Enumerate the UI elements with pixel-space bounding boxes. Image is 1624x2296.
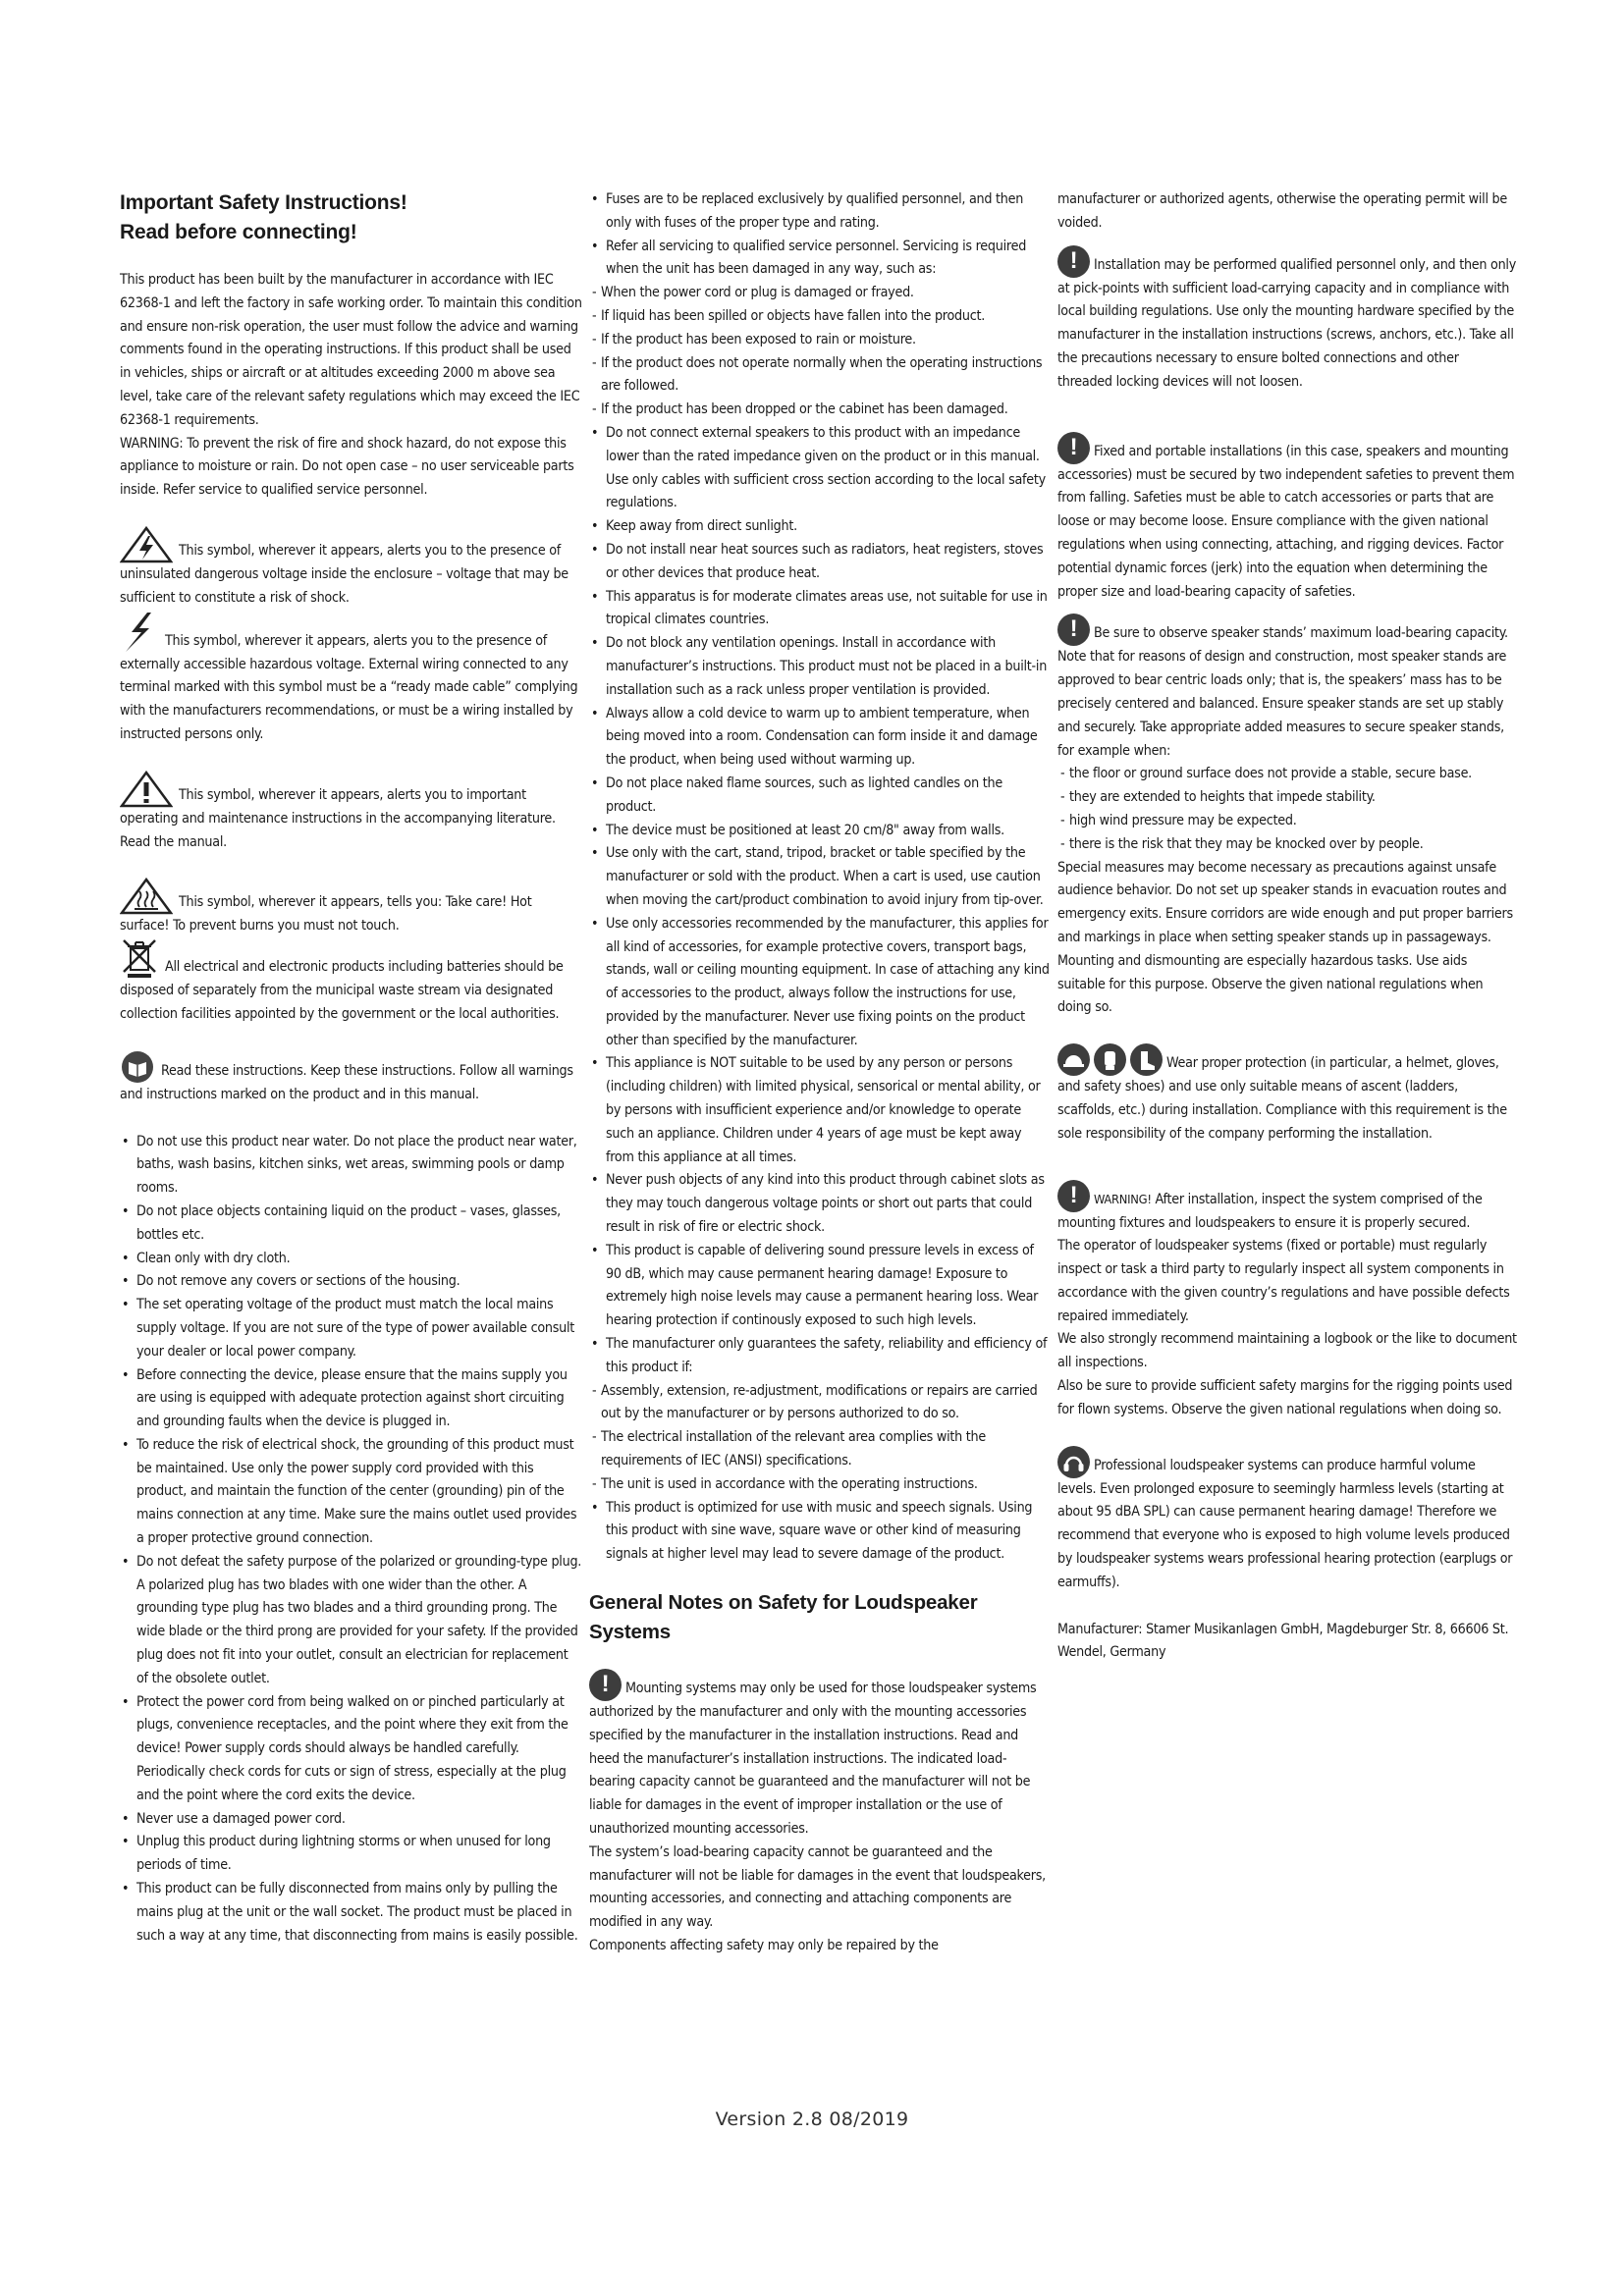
list-item: • Use only with the cart, stand, tripod, bracket or table specified by the manufacturer or sold with the product. When a cart is used, use caution when moving the cart/product combination to avoid injury from tip-over. <box>589 842 1051 912</box>
terminal-symbol-note: This symbol, wherever it appears, alerts you to the presence of externally accessible hazardous voltage. External wiring connected to any terminal marked with this symbol must be a “ready made cable” complying with the manufacturers recommendations, or must be a wiring installed by instructed persons only. <box>120 611 583 747</box>
safety-bullet-list <box>120 1131 583 1949</box>
hearing-note: Professional loudspeaker systems can produce harmful volume levels. Even prolonged exposure to seemingly harmless levels (starting at about 95 dBA SPL) can cause permanent hearing damage! Therefore we recommend that everyone who is exposed to high volume levels produced by loudspeaker systems wears professional hearing protection (earplugs or earmuffs). <box>1057 1446 1517 1595</box>
list-item: • Do not block any ventilation openings. Install in accordance with manufacturer’s instructions. This product must not be placed in a built-in installation such as a rack unless proper ventilation is provided. <box>589 632 1051 702</box>
list-item: • This appliance is NOT suitable to be used by any person or persons (including children) with limited physical, sensorical or mental ability, or by persons with insufficient experience and/or knowledge to operate such an appliance. Children under 4 years of age must be kept away from this appliance at all times. <box>589 1052 1051 1169</box>
safety-shoes-icon <box>1130 1043 1163 1076</box>
manual-symbol-note: This symbol, wherever it appears, alerts you to important operating and maintenance instructions in the accompanying literature. Read the manual. <box>120 771 583 855</box>
installation-note: ! Installation may be performed qualified personnel only, and then only at pick-points with sufficient load-carrying capacity and in compliance with local building regulations. Use only the mounting hardware specified by the manufacturer in the installation instructions (screws, anchors, etc.). Take all the precautions necessary to ensure bolted connections and other threaded locking devices will not loosen. <box>1057 246 1517 390</box>
crossed-bin-icon <box>120 938 159 980</box>
warning-paragraph: WARNING: To prevent the risk of fire and shock hazard, do not expose this appliance to moisture or rain. Do not open case – no user serviceable parts inside. Refer service to qualified service personnel. <box>120 435 574 499</box>
read-instructions-note: Read these instructions. Keep these instructions. Follow all warnings and instructions marked on the product and in this manual. <box>120 1050 583 1107</box>
weee-symbol-note: All electrical and electronic products including batteries should be disposed of separately from the municipal waste stream via designated collection facilities appointed by the government or the local authorities. <box>120 938 583 1027</box>
column-3 <box>1057 188 1517 1665</box>
gloves-icon <box>1094 1043 1126 1076</box>
hearing-protection-icon <box>1057 1446 1090 1478</box>
sub-list-item: - If the product has been exposed to rain or moisture. <box>589 329 1051 352</box>
caution-icon: ! <box>1057 1180 1090 1212</box>
post-installation-warning: ! WARNING! After installation, inspect the system comprised of the mounting fixtures and loudspeakers to ensure it is properly secured. <box>1057 1181 1483 1231</box>
list-item: • Clean only with dry cloth. <box>120 1248 583 1271</box>
read-manual-icon <box>120 1050 155 1084</box>
speaker-stands-note: ! Be sure to observe speaker stands’ maximum load-bearing capacity. Note that for reasons of design and construction, most speaker stands are approved to bear centric loads only; that is, the speakers’ mass has to be precisely centered and balanced. Ensure speaker stands are set up stably and securely. Take appropriate added measures to secure speaker stands, for example when: <box>1057 615 1508 759</box>
list-item: • Never use a damaged power cord. <box>120 1808 583 1832</box>
sub-list-item: - If liquid has been spilled or objects have fallen into the product. <box>589 305 1051 329</box>
sub-list-item: - Assembly, extension, re-adjustment, modifications or repairs are carried out by the manufacturer or by persons authorized to do so. <box>589 1380 1051 1427</box>
list-item: • Never push objects of any kind into this product through cabinet slots as they may touch dangerous voltage points or short out parts that could result in risk of fire or electric shock. <box>589 1169 1051 1239</box>
caution-icon: ! <box>589 1669 622 1701</box>
list-item: • Do not defeat the safety purpose of the polarized or grounding-type plug. A polarized plug has two blades with one wider than the other. A grounding type plug has two blades and a third grounding prong. The wide blade or the third prong are provided for your safety. If the provided plug does not fit into your outlet, consult an electrician for replacement of the obsolete outlet. <box>120 1551 583 1691</box>
protection-note: Wear proper protection (in particular, a helmet, gloves, and safety shoes) and use only suitable means of ascent (ladders, scaffolds, etc.) during installation. Compliance with this requirement is the sole responsibility of the company performing the installation. <box>1057 1043 1517 1146</box>
list-item: • Do not install near heat sources such as radiators, heat registers, stoves or other devices that produce heat. <box>589 539 1051 586</box>
operator-paragraph: The operator of loudspeaker systems (fixed or portable) must regularly inspect or task a third party to regularly inspect all system components in accordance with the given country’s regulations and have possible defects repaired immediately. <box>1057 1238 1510 1324</box>
list-item: • Do not place objects containing liquid on the product – vases, glasses, bottles etc. <box>120 1201 583 1248</box>
list-item: • The device must be positioned at least 20 cm/8" away from walls. <box>589 820 1051 843</box>
list-item: • Refer all servicing to qualified service personnel. Servicing is required when the unit has been damaged in any way, such as: <box>589 236 1051 283</box>
permit-paragraph: manufacturer or authorized agents, otherwise the operating permit will be voided. <box>1057 191 1508 231</box>
list-item: • This product can be fully disconnected from mains only by pulling the mains plug at the unit or the wall socket. The product must be placed in such a way at any time, that disconnecting from mains is easily possible. <box>120 1878 583 1948</box>
logbook-paragraph: We also strongly recommend maintaining a logbook or the like to document all inspections. <box>1057 1331 1517 1371</box>
column-1 <box>120 188 583 1948</box>
intro-paragraph: This product has been built by the manufacturer in accordance with IEC 62368-1 and left the factory in safe working order. To maintain this condition and ensure non-risk operation, the user must follow the advice and warning comments found in the operating instructions. If this product shall be used in vehicles, ships or aircraft or at altitudes exceeding 2000 m above sea level, take care of the relevant safety regulations which may exceed the IEC 62368-1 requirements. <box>120 272 582 428</box>
version-footer: Version 2.8 08/2019 <box>715 2109 909 2130</box>
helmet-icon <box>1057 1043 1090 1076</box>
sub-list-item: - If the product does not operate normally when the operating instructions are followed. <box>589 352 1051 400</box>
exclamation-warning-icon <box>120 771 173 808</box>
components-paragraph: Components affecting safety may only be repaired by the <box>589 1937 939 1953</box>
list-item: • Use only accessories recommended by the manufacturer, this applies for all kind of accessories, for example protective covers, transport bags, stands, wall or ceiling mounting equipment. In case of attaching any kind of accessories to the product, always follow the instructions for use, provided by the manufacturer. Never use fixing points on the product other than specified by the manufacturer. <box>589 913 1051 1053</box>
sub-list-item: - The unit is used in accordance with the operating instructions. <box>589 1473 1051 1497</box>
list-item: • Do not remove any covers or sections of the housing. <box>120 1270 583 1294</box>
list-item: • Do not place naked flame sources, such as lighted candles on the product. <box>589 773 1051 820</box>
list-item: • Always allow a cold device to warm up to ambient temperature, when being moved into a room. Condensation can form inside it and damage the product, when being used without warming up. <box>589 703 1051 773</box>
sub-list-item: - high wind pressure may be expected. <box>1057 810 1517 833</box>
list-item: • Protect the power cord from being walked on or pinched particularly at plugs, convenience receptacles, and the point where they exit from the device! Power supply cords should always be handled carefully. Periodically check cords for cuts or sign of stress, especially at the plug and the point where the cord exits the device. <box>120 1691 583 1808</box>
list-item: • Do not connect external speakers to this product with an impedance lower than the rated impedance given on the product or in this manual. Use only cables with sufficient cross section according to the local safety regulations. <box>589 422 1051 515</box>
sub-list-item: - they are extended to heights that impede stability. <box>1057 786 1517 810</box>
stand-cases-list <box>1057 763 1517 856</box>
fixed-installation-note: ! Fixed and portable installations (in this case, speakers and mounting accessories) must be secured by two independent safeties to prevent them from falling. Safeties must be able to catch accessories or parts that are loose or may become loose. Ensure compliance with the given national regulations when using connecting, attaching, and rigging devices. Factor potential dynamic forces (jerk) into the equation when determining the proper size and load-bearing capacity of safeties. <box>1057 433 1515 600</box>
hot-surface-symbol-note: This symbol, wherever it appears, tells you: Take care! Hot surface! To prevent burns you must not touch. <box>120 878 583 938</box>
list-item: • Do not use this product near water. Do not place the product near water, baths, wash basins, kitchen sinks, wet areas, swimming pools or damp rooms. <box>120 1131 583 1201</box>
margins-paragraph: Also be sure to provide sufficient safety margins for the rigging points used for flown systems. Observe the given national regulations when doing so. <box>1057 1378 1513 1417</box>
hazardous-terminal-icon <box>120 611 159 654</box>
sub-list-item: - The electrical installation of the relevant area complies with the requirements of IEC (ANSI) specifications. <box>589 1426 1051 1473</box>
warning-label: WARNING! <box>1094 1192 1152 1207</box>
sub-list-item: - there is the risk that they may be knocked over by people. <box>1057 833 1517 857</box>
capacity-paragraph: The system’s load-bearing capacity cannot be guaranteed and the manufacturer will not be liable for damages in the event that loudspeakers, mounting accessories, and connecting and attaching components are modified in any way. <box>589 1843 1046 1931</box>
mounting-note: ! Mounting systems may only be used for those loudspeaker systems authorized by the manufacturer and only with the mounting accessories specified by the manufacturer in the installation instructions. Read and heed the manufacturer’s installation instructions. The indicated load-bearing capacity cannot be guaranteed and the manufacturer will not be liable for damages in the event of improper installation or the use of unauthorized mounting accessories. <box>589 1671 1037 1837</box>
page-title: Important Safety Instructions! Read before connecting! <box>120 191 407 243</box>
column-2 <box>589 188 1051 1958</box>
sub-list-item: - If the product has been dropped or the cabinet has been damaged. <box>589 399 1051 422</box>
list-item: • This apparatus is for moderate climates areas use, not suitable for use in tropical climates countries. <box>589 586 1051 633</box>
list-item: • This product is capable of delivering sound pressure levels in excess of 90 dB, which may cause permanent hearing damage! Exposure to extremely high noise levels may cause a permanent hearing loss. Wear hearing protection if continously exposed to such high levels. <box>589 1240 1051 1333</box>
caution-icon: ! <box>1057 432 1090 464</box>
manufacturer-address: Manufacturer: Stamer Musikanlagen GmbH, Magdeburger Str. 8, 66606 St. Wendel, Germany <box>1057 1621 1509 1661</box>
list-item: • This product is optimized for use with music and speech signals. Using this product with sine wave, square wave or other kind of measuring signals at higher level may lead to severe damage of the product. <box>589 1497 1051 1567</box>
caution-icon: ! <box>1057 614 1090 646</box>
voltage-symbol-note: This symbol, wherever it appears, alerts you to the presence of uninsulated dangerous voltage inside the enclosure – voltage that may be sufficient to constitute a risk of shock. <box>120 526 583 611</box>
list-item: • Fuses are to be replaced exclusively by qualified personnel, and then only with fuses of the proper type and rating. <box>589 188 1051 236</box>
special-measures-paragraph: Special measures may become necessary as precautions against unsafe audience behavior. Do not set up speaker stands in evacuation routes and emergency exits. Ensure corridors are wide enough and put proper barriers and markings in place when setting speaker stands up in passageways. Mounting and dismounting are especially hazardous tasks. Use aids suitable for this purpose. Observe the given national regulations when doing so. <box>1057 859 1513 1016</box>
list-item: • To reduce the risk of electrical shock, the grounding of this product must be maintained. Use only the power supply cord provided with this product, and maintain the function of the center (grounding) pin of the mains connection at any time. Make sure the mains outlet used provides a proper protective ground connection. <box>120 1434 583 1551</box>
safety-bullet-list-2 <box>589 188 1051 1567</box>
list-item: • The set operating voltage of the product must match the local mains supply voltage. If you are not sure of the type of power available consult your dealer or local power company. <box>120 1294 583 1363</box>
list-item: • Keep away from direct sunlight. <box>589 515 1051 539</box>
sub-list-item: - When the power cord or plug is damaged or frayed. <box>589 282 1051 305</box>
high-voltage-warning-icon <box>120 526 173 563</box>
section-title: General Notes on Safety for Loudspeaker Systems <box>589 1591 978 1644</box>
list-item: • Before connecting the device, please ensure that the mains supply you are using is equipped with adequate protection against short circuiting and grounding faults when the device is plugged in. <box>120 1364 583 1434</box>
list-item: • Unplug this product during lightning storms or when unused for long periods of time. <box>120 1831 583 1878</box>
caution-icon: ! <box>1057 245 1090 278</box>
list-item: • The manufacturer only guarantees the safety, reliability and efficiency of this product if: <box>589 1333 1051 1380</box>
hot-surface-icon <box>120 878 173 915</box>
sub-list-item: - the floor or ground surface does not provide a stable, secure base. <box>1057 763 1517 786</box>
